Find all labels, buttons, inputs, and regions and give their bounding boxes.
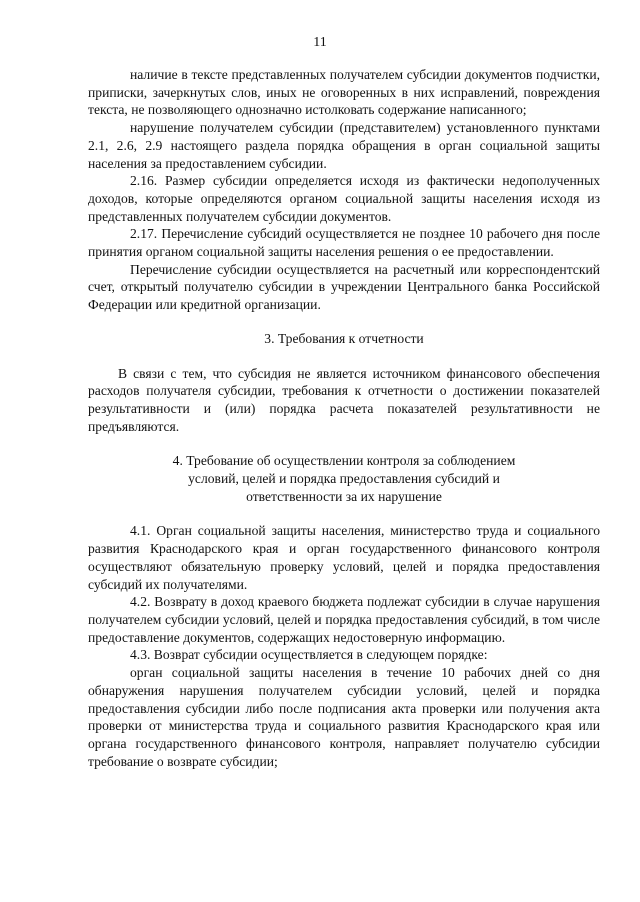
page-number: 11 <box>313 35 327 50</box>
paragraph: 4.1. Орган социальной защиты населения, министерство труда и социального развития Краснодарского края и орган государственного финансового контроля осуществляют обязательную проверку условий, целей и порядка предоставления субсидий их получателями. <box>88 523 600 592</box>
document-body <box>88 66 600 770</box>
paragraph: 4.3. Возврат субсидии осуществляется в следующем порядке: <box>130 647 488 663</box>
section-4-heading <box>88 452 600 505</box>
section-3-heading: 3. Требования к отчетности <box>264 330 424 346</box>
paragraph: наличие в тексте представленных получателем субсидии документов подчистки, приписки, зачеркнутых слов, иных не оговоренных в них исправлений, повреждения текста, не позволяющего однозначно истолковать содержание написанного; <box>88 67 600 118</box>
heading-line: условий, целей и порядка предоставления субсидий и <box>188 471 500 487</box>
heading-line: 4. Требование об осуществлении контроля за соблюдением <box>172 453 516 469</box>
paragraph: 2.16. Размер субсидии определяется исходя из фактически недополученных доходов, которые определяются органом социальной защиты населения исходя из представленных получателем субсидии документов. <box>88 173 600 224</box>
paragraph: В связи с тем, что субсидия не является источником финансового обеспечения расходов получателя субсидии, требования к отчетности о достижении показателей результативности и (или) порядка расчета показателей результативности не предъявляются. <box>88 365 600 434</box>
paragraph: 4.2. Возврату в доход краевого бюджета подлежат субсидии в случае нарушения получателем субсидии условий, целей и порядка предоставления субсидий, в том числе предоставление документов, содержащих недостоверную информацию. <box>88 594 600 645</box>
paragraph: Перечисление субсидии осуществляется на расчетный или корреспондентский счет, открытый получателю субсидии в учреждении Центрального банка Российской Федерации или кредитной организации. <box>88 261 600 313</box>
paragraph: орган социальной защиты населения в течение 10 рабочих дней со дня обнаружения нарушения получателем субсидии условий, целей и порядка предоставления субсидии либо после подписания акта проверки или получения акта проверки от министерства труда и социального развития Краснодарского края или органа государственного финансового контроля, направляет получателю субсидии требование о возврате субсидии; <box>88 665 600 769</box>
paragraph: 2.17. Перечисление субсидий осуществляется не позднее 10 рабочего дня после принятия органом социальной защиты населения решения о ее предоставлении. <box>88 226 600 260</box>
heading-line: ответственности за их нарушение <box>246 488 442 504</box>
paragraph: нарушение получателем субсидии (представителем) установленного пунктами 2.1, 2.6, 2.9 настоящего раздела порядка обращения в орган социальной защиты населения за предоставлением субсидии. <box>88 120 600 171</box>
